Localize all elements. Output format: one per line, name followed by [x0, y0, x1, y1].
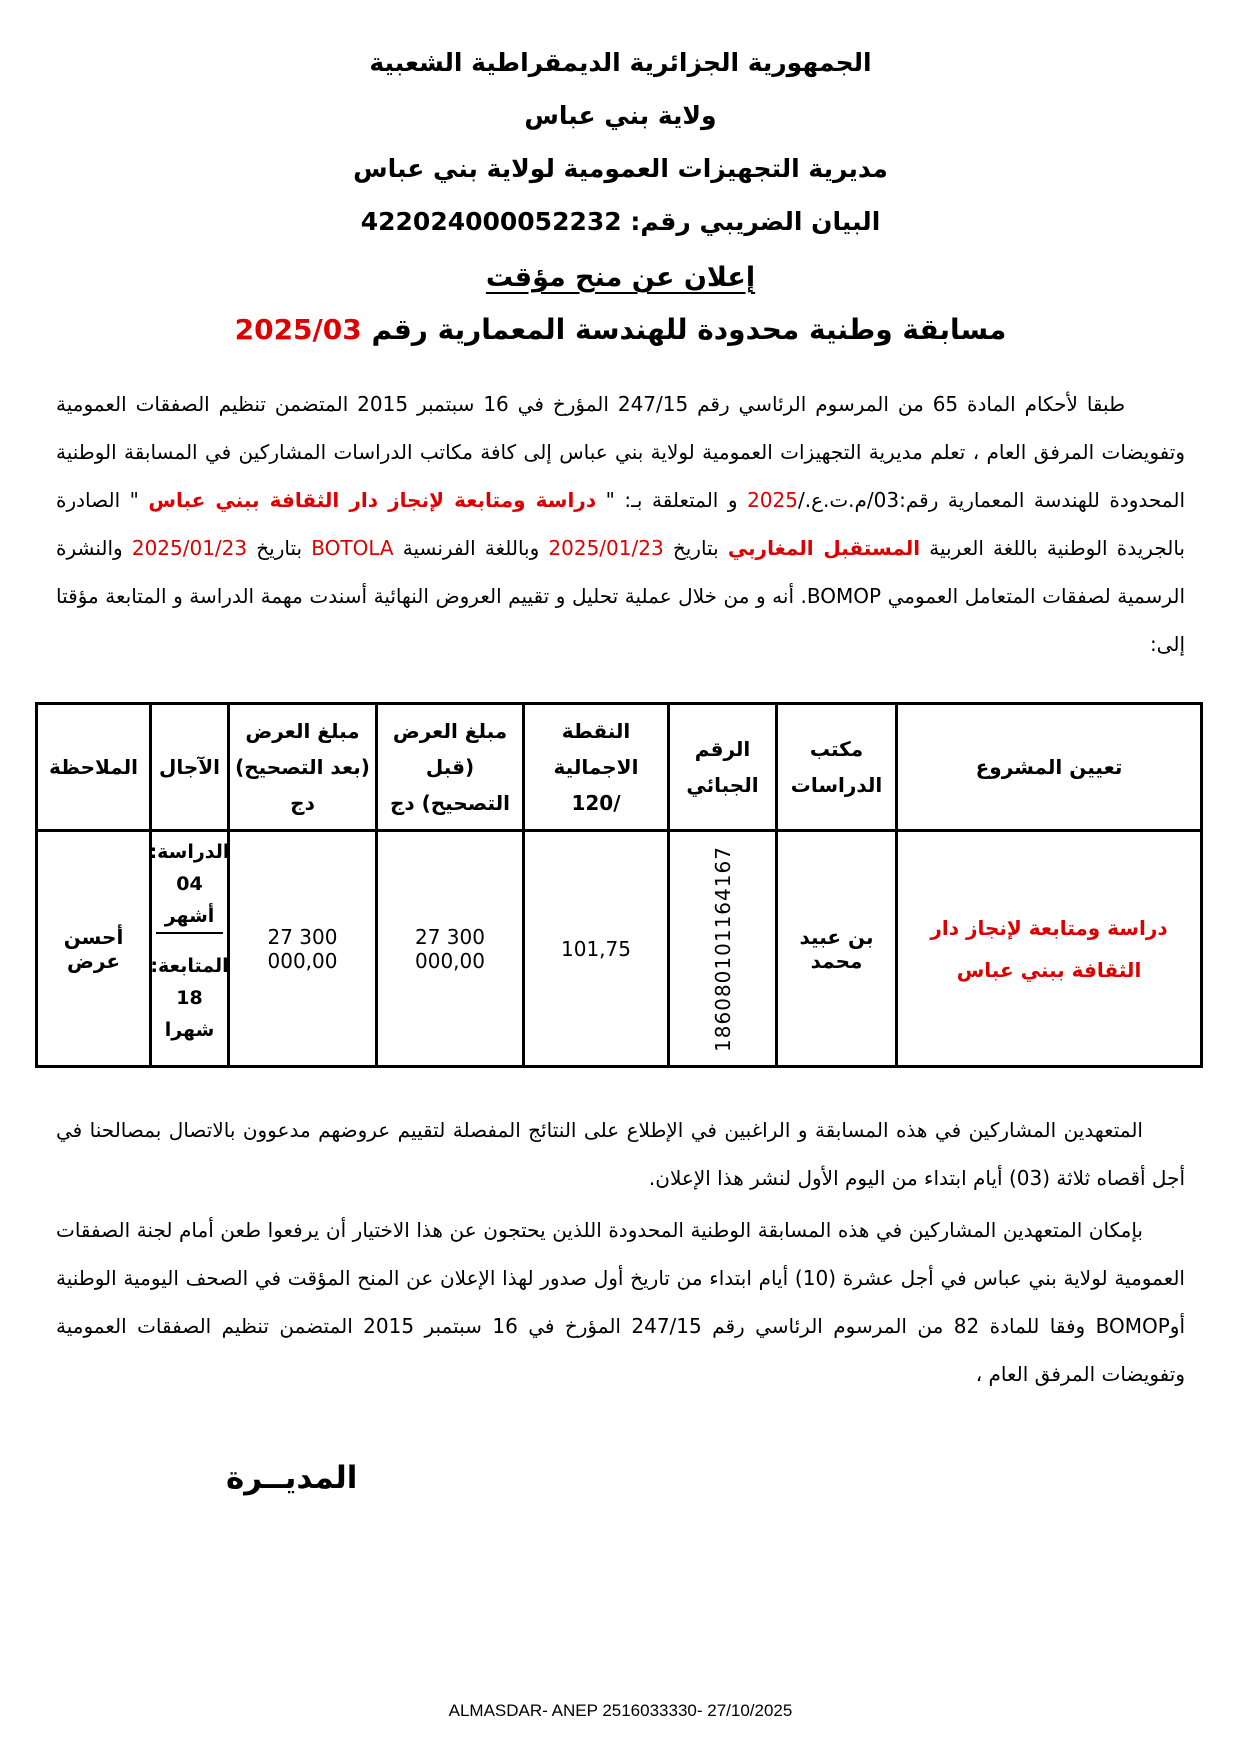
announcement-title: إعلان عن منح مؤقت: [485, 262, 756, 293]
header-wilaya: ولاية بني عباس: [524, 101, 717, 130]
body-text: و المتعلقة بـ: ": [596, 488, 748, 512]
cell-amount-before-correction: 27 300 000,00: [377, 831, 524, 1067]
cell-amount-after-correction: 27 300 000,00: [229, 831, 377, 1067]
results-consultation-paragraph: المتعهدين المشاركين في هذه المسابقة و الراغبين في الإطلاع على النتائج المفصلة لتقييم عروضهم مدعوون بالاتصال بمصالحنا في أجل أقصاه ثلاثة (03) أيام ابتداء من اليوم الأول لنشر هذا الإعلان.: [56, 1118, 1185, 1190]
col-header-fiscal-number: الرقم الجبائي: [669, 704, 777, 831]
signature-director: المديــرة: [226, 1460, 358, 1496]
body-text: " الصادرة بالجريدة الوطنية باللغة العربية: [56, 488, 1185, 560]
cell-project-designation: دراسة ومتابعة لإنجاز دار الثقافة ببني عباس: [897, 831, 1202, 1067]
subtitle-text: مسابقة وطنية محدودة للهندسة المعمارية رقم: [361, 313, 1007, 346]
intro-paragraph: [56, 380, 1185, 668]
delay-study-label: الدراسة:: [149, 841, 230, 863]
footer-anep-reference: ALMASDAR- ANEP 2516033330- 27/10/2025: [448, 1701, 793, 1720]
col-header-project: تعيين المشروع: [897, 704, 1202, 831]
col-header-delays: الآجال: [151, 704, 229, 831]
delay-study: [149, 836, 230, 934]
table-row: [37, 831, 1202, 1067]
col-header-total-score: [524, 704, 669, 831]
delay-followup-value: 18 شهرا: [164, 986, 215, 1041]
col-header-amount-after-correction: مبلغ العرض (بعد التصحيح) دج: [229, 704, 377, 831]
highlighted-text: 2025: [747, 488, 798, 512]
delay-study-value: 04 أشهر: [164, 873, 215, 927]
fiscal-number-rotated: 186080101164167: [710, 845, 735, 1052]
subtitle-competition-number: 2025/03: [234, 313, 362, 346]
col-header-amount-before-correction: مبلغ العرض (قبل التصحيح) دج: [377, 704, 524, 831]
score-header-denominator: 120/: [571, 791, 621, 815]
body-text: بتاريخ: [247, 536, 312, 560]
score-header-text: النقطة الاجمالية: [553, 719, 639, 779]
highlighted-text: 2025/01/23: [131, 536, 248, 560]
header-tax-statement-number: البيان الضريبي رقم: 422024000052232: [360, 207, 881, 236]
cell-fiscal-number: [669, 831, 777, 1067]
cell-remark: أحسن عرض: [37, 831, 151, 1067]
highlighted-text: 2025/01/23: [548, 536, 664, 560]
appeal-paragraph: بإمكان المتعهدين المشاركين في هذه المسابقة الوطنية المحدودة اللذين يحتجون عن هذا الاختيار أن يرفعوا طعن أمام لجنة الصفقات العمومية لولاية بني عباس في أجل عشرة (10) أيام ابتداء من تاريخ أول صدور لهذا الإعلان عن المنح المؤقت في الصحف اليومية الوطنية أوBOMOP وفقا للمادة 82 من المرسوم الرئاسي رقم 247/15 المؤرخ في 16 سبتمبر 2015 المتضمن تنظيم الصفقات العمومية وتفويضات المرفق العام ،: [56, 1218, 1185, 1386]
cell-delays: [151, 831, 229, 1067]
cell-studies-office: بن عبيد محمد: [777, 831, 897, 1067]
award-results-table: [35, 702, 1203, 1068]
announcement-subtitle: [56, 313, 1185, 346]
table-header-row: [37, 704, 1202, 831]
col-header-office: مكتب الدراسات: [777, 704, 897, 831]
highlighted-text: BOTOLA: [311, 536, 394, 560]
header-directorate: مديرية التجهيزات العمومية لولاية بني عباس: [353, 154, 888, 183]
highlighted-text: المستقبل المغاربي: [727, 536, 921, 560]
delay-followup-label: المتابعة:: [150, 954, 229, 977]
col-header-remark: الملاحظة: [37, 704, 151, 831]
header-republic: الجمهورية الجزائرية الديمقراطية الشعبية: [369, 48, 872, 77]
delays-split: [149, 836, 230, 1061]
delay-followup: [150, 934, 229, 1061]
body-text: وباللغة الفرنسية: [393, 536, 549, 560]
cell-total-score: 101,75: [524, 831, 669, 1067]
highlighted-text: دراسة ومتابعة لإنجاز دار الثقافة ببني عباس: [148, 488, 597, 512]
body-text: والنشرة الرسمية لصفقات المتعامل العمومي BOMOP. أنه و من خلال عملية تحليل و تقييم العروض النهائية أسندت مهمة الدراسة و المتابعة مؤقتا إلى:: [56, 536, 1186, 656]
body-text: بتاريخ: [663, 536, 728, 560]
body-text: طبقا لأحكام المادة 65 من المرسوم الرئاسي رقم 247/15 المؤرخ في 16 سبتمبر 2015 المتضمن تنظيم الصفقات العمومية وتفويضات المرفق العام ، تعلم مديرية التجهيزات العمومية لولاية بني عباس إلى كافة مكاتب الدراسات المشاركين في المسابقة الوطنية المحدودة للهندسة المعمارية رقم:03/م.ت.ع./: [56, 392, 1186, 512]
